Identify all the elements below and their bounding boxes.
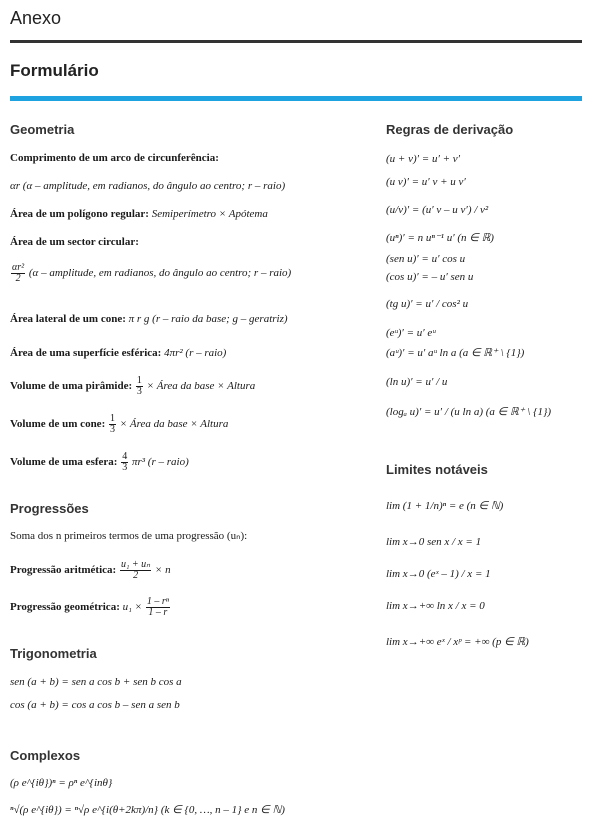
geometric-progression: Progressão geométrica: u₁ × $\frac{\text{1 – rⁿ}}{1 - r}$ xyxy=(10,596,169,618)
arc-label: Comprimento de um arco de circunferência: xyxy=(10,152,219,164)
limit-exp-power: lim x→+∞ eˣ / xᵖ = +∞ (p ∈ ℝ) xyxy=(386,636,529,648)
blue-divider xyxy=(10,96,582,101)
sphere-area: Área de uma superfície esférica: 4πr² (r – raio) xyxy=(10,347,227,359)
progression-sum-text: Soma dos n primeiros termos de uma progressão (uₙ): xyxy=(10,530,248,542)
cone-volume: Volume de um cone: $\frac{1}{3}$ × Área da base × Altura xyxy=(10,413,229,435)
rule-cos: (cos u)′ = – u′ sen u xyxy=(386,271,474,283)
pyramid-volume: Volume de uma pirâmide: $\frac{1}{3}$ × Área da base × Altura xyxy=(10,375,256,397)
arc-formula: αr (α – amplitude, em radianos, do ângulo ao centro; r – raio) xyxy=(10,180,286,192)
arithmetic-progression: Progressão aritmética: $\frac{\text{u₁ + uₙ}}{2}$ × n xyxy=(10,559,171,581)
sector-label: Área de um sector circular: xyxy=(10,236,139,248)
rule-exp: (eᵘ)′ = u′ eᵘ xyxy=(386,327,436,339)
cone-lateral: Área lateral de um cone: π r g (r – raio da base; g – geratriz) xyxy=(10,313,288,325)
sin-sum-formula: sen (a + b) = sen a cos b + sen b cos a xyxy=(10,676,182,688)
limit-ln: lim x→+∞ ln x / x = 0 xyxy=(386,600,485,612)
trigonometria-heading: Trigonometria xyxy=(10,646,97,661)
top-divider xyxy=(10,40,582,43)
rule-power: (uⁿ)′ = n uⁿ⁻¹ u′ (n ∈ ℝ) xyxy=(386,232,494,244)
rule-tan: (tg u)′ = u′ / cos² u xyxy=(386,298,469,310)
rule-sum: (u + v)′ = u′ + v′ xyxy=(386,153,461,165)
rule-ln: (ln u)′ = u′ / u xyxy=(386,376,448,388)
complexos-heading: Complexos xyxy=(10,748,81,763)
rule-product: (u v)′ = u′ v + u v′ xyxy=(386,176,466,188)
annex-title: Anexo xyxy=(10,8,62,28)
page-title: Formulário xyxy=(10,61,99,80)
limit-exp: lim x→0 (eˣ – 1) / x = 1 xyxy=(386,568,491,580)
rule-log: (logₐ u)′ = u′ / (u ln a) (a ∈ ℝ⁺ \ {1}) xyxy=(386,406,552,418)
rule-sin: (sen u)′ = u′ cos u xyxy=(386,253,466,265)
cos-sum-formula: cos (a + b) = cos a cos b – sen a sen b xyxy=(10,699,180,711)
geometria-heading: Geometria xyxy=(10,122,75,137)
complex-power: (ρ e^{iθ})ⁿ = ρⁿ e^{inθ} xyxy=(10,777,113,789)
sector-formula: $\frac{\text{αr²}}{2}$ (α – amplitude, em radianos, do ângulo ao centro; r – raio) xyxy=(12,262,292,284)
rule-quotient: (u/v)′ = (u′ v – u v′) / v² xyxy=(386,204,489,216)
progressoes-heading: Progressões xyxy=(10,501,89,516)
limites-heading: Limites notáveis xyxy=(386,462,488,477)
limit-e: lim (1 + 1/n)ⁿ = e (n ∈ ℕ) xyxy=(386,500,504,512)
regras-heading: Regras de derivação xyxy=(386,122,514,137)
sphere-volume: Volume de uma esfera: $\frac{4}{3}$ πr³ (r – raio) xyxy=(10,451,189,473)
rule-aexp: (aᵘ)′ = u′ aᵘ ln a (a ∈ ℝ⁺ \ {1}) xyxy=(386,347,525,359)
poly-area: Área de um polígono regular: Semiperímetro × Apótema xyxy=(10,208,268,220)
limit-sin: lim x→0 sen x / x = 1 xyxy=(386,536,482,548)
complex-root: ⁿ√(ρ e^{iθ}) = ⁿ√ρ e^{i(θ+2kπ)/n} (k ∈ {0, …, n – 1} e n ∈ ℕ) xyxy=(10,804,285,816)
